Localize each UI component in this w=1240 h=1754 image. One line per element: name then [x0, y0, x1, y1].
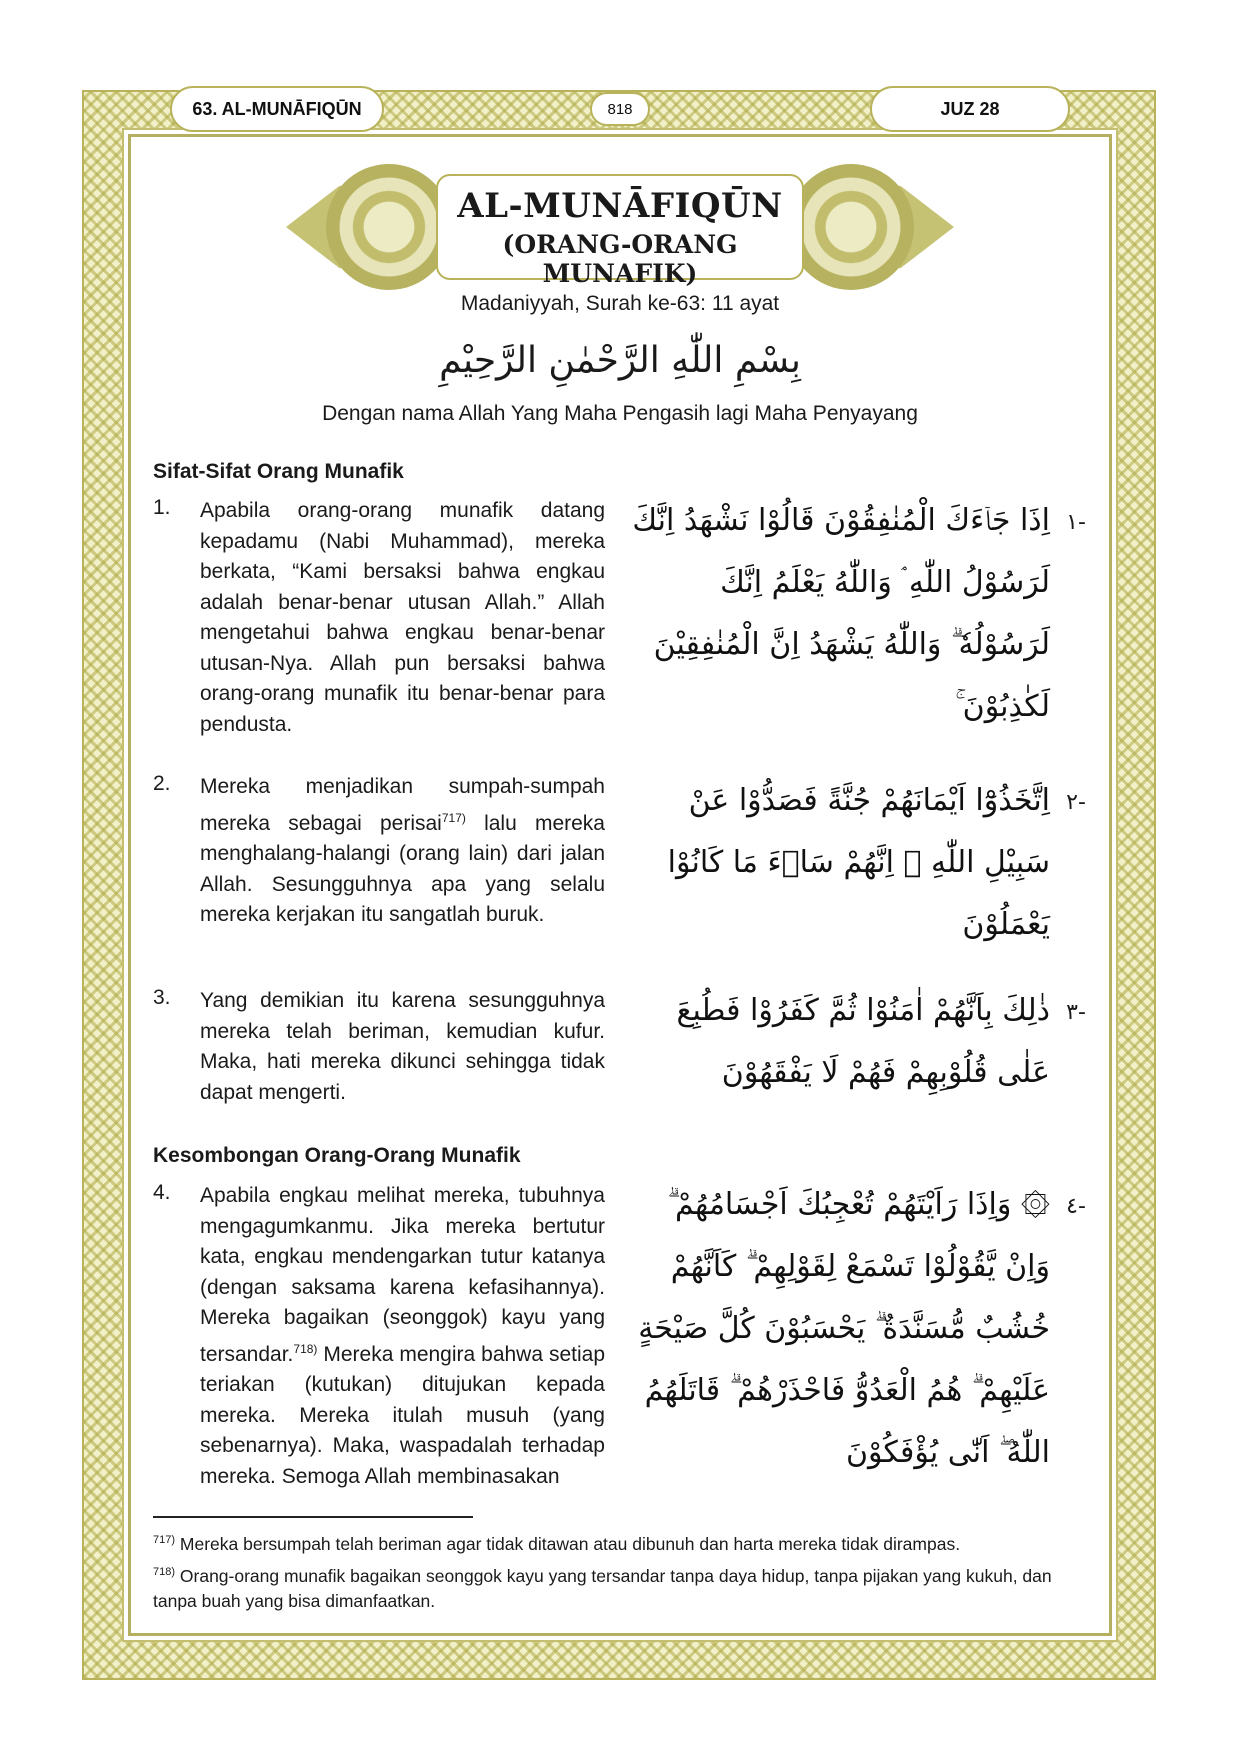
verse-text-cont: lalu mereka menghalang-halangi (orang lain) dari jalan Allah. Sesungguhnya apa yang selalu mereka kerjakan itu sangatlah buruk. — [200, 811, 605, 926]
surah-title-banner — [286, 164, 954, 290]
verse-text: Apabila orang-orang munafik datang kepadamu (Nabi Muhammad), mereka berkata, “Kami bersaksi bahwa engkau adalah benar-benar utusan Allah.” Allah mengetahui bahwa engkau benar-benar utusan-Nya. Allah pun bersaksi bahwa orang-orang munafik itu benar-benar para pendusta. — [200, 499, 605, 736]
verse-arabic-number: -٣ — [1066, 1000, 1086, 1025]
title-plate — [436, 174, 804, 288]
verse-text: Apabila engkau melihat mereka, tubuhnya mengagumkanmu. Jika mereka bertutur kata, engkau mendengarkan tutur katanya (dengan saksama karena kefasihannya). Mereka bagaikan (seonggok) kayu yang tersandar. — [200, 1184, 605, 1366]
footnote-text: Orang-orang munafik bagaikan seonggok kayu yang tersandar tanpa daya hidup, tanpa pijakan yang kukuh, dan tanpa buah yang bisa dimanfaatkan. — [153, 1565, 1052, 1611]
footnote-text: Mereka bersumpah telah beriman agar tidak ditawan atau dibunuh dan harta mereka tidak dirampas. — [175, 1533, 961, 1554]
footnote — [153, 1560, 1093, 1614]
verse-translation — [200, 986, 605, 1108]
right-medallion-ornament — [788, 164, 914, 290]
verse-arabic-number: -١ — [1066, 510, 1086, 535]
verse-number: 3. — [153, 986, 171, 1009]
footnote-ref[interactable]: 717) — [441, 810, 466, 825]
verse-text: Mereka menjadikan sumpah-sumpah mereka sebagai perisai — [200, 775, 605, 835]
section-heading: Kesombongan Orang-Orang Munafik — [153, 1144, 521, 1167]
verse-arabic: اِتَّخَذُوْٓا اَيْمَانَهُمْ جُنَّةً فَصَدُّوْا عَنْ سَبِيْلِ اللّٰهِ ۗ اِنَّهُمْ سَاۤءَ مَا كَانُوْا يَعْمَلُوْنَ — [667, 783, 1050, 942]
page-number-badge — [590, 92, 650, 126]
left-medallion-ornament — [326, 164, 452, 290]
footnote-mark: 717) — [153, 1534, 176, 1546]
surah-title: AL-MUNĀFIQŪN — [457, 186, 783, 226]
surah-name-tab — [170, 86, 384, 132]
surah-meta: Madaniyyah, Surah ke-63: 11 ayat — [460, 292, 780, 315]
verse-arabic-number: -٤ — [1066, 1194, 1086, 1219]
verse-number: 1. — [153, 496, 171, 519]
verse-arabic: ذٰلِكَ بِاَنَّهُمْ اٰمَنُوْا ثُمَّ كَفَرُوْا فَطُبِعَ عَلٰى قُلُوْبِهِمْ فَهُمْ لَا يَفْقَهُوْنَ — [676, 993, 1050, 1090]
juz-label: JUZ 28 — [940, 98, 1000, 119]
verse-number: 4. — [153, 1181, 171, 1204]
footnote-divider — [153, 1516, 473, 1518]
verse-arabic-number: -٢ — [1066, 790, 1086, 815]
juz-tab — [870, 86, 1070, 132]
verse-number: 2. — [153, 772, 171, 795]
verse-translation — [200, 772, 605, 931]
verse-text-cont: Mereka mengira bahwa setiap teriakan (kutukan) ditujukan kepada mereka. Mereka itulah musuh (yang sebenarnya). Maka, waspadalah terhadap mereka. Semoga Allah membinasakan — [200, 1342, 605, 1488]
surah-name-label: 63. AL-MUNĀFIQŪN — [192, 98, 362, 119]
footnote-ref[interactable]: 718) — [293, 1341, 318, 1356]
basmalah-translation: Dengan nama Allah Yang Maha Pengasih lagi Maha Penyayang — [322, 402, 918, 425]
verse-arabic: اِذَا جَاۤءَكَ الْمُنٰفِقُوْنَ قَالُوْا نَشْهَدُ اِنَّكَ لَرَسُوْلُ اللّٰهِ ۘ وَاللّٰهُ يَعْلَمُ اِنَّكَ لَرَسُوْلُهٗ ۗ وَاللّٰهُ يَشْهَدُ اِنَّ الْمُنٰفِقِيْنَ لَكٰذِبُوْنَ ۚ — [632, 503, 1050, 724]
section-heading: Sifat-Sifat Orang Munafik — [153, 460, 404, 483]
verse-text: Yang demikian itu karena sesungguhnya mereka telah beriman, kemudian kufur. Maka, hati mereka dikunci sehingga tidak dapat mengerti. — [200, 989, 605, 1104]
surah-subtitle: (ORANG-ORANG MUNAFIK) — [502, 230, 738, 288]
verse-translation — [200, 496, 605, 740]
verse-translation — [200, 1181, 605, 1492]
footnote — [153, 1528, 1093, 1557]
page-number: 818 — [607, 100, 633, 118]
basmalah-arabic: بِسْمِ اللّٰهِ الرَّحْمٰنِ الرَّحِيْمِ — [439, 340, 801, 381]
verse-arabic: ۞ وَاِذَا رَاَيْتَهُمْ تُعْجِبُكَ اَجْسَامُهُمْ ۗ وَاِنْ يَّقُوْلُوْا تَسْمَعْ لِقَوْلِهِمْ ۗ كَاَنَّهُمْ خُشُبٌ مُّسَنَّدَةٌ ۗ يَحْسَبُوْنَ كُلَّ صَيْحَةٍ عَلَيْهِمْ ۗ هُمُ الْعَدُوُّ فَاحْذَرْهُمْ ۗ قَاتَلَهُمُ اللّٰهُ ۖ اَنّٰى يُؤْفَكُوْنَ — [638, 1187, 1050, 1470]
footnote-mark: 718) — [153, 1566, 176, 1578]
